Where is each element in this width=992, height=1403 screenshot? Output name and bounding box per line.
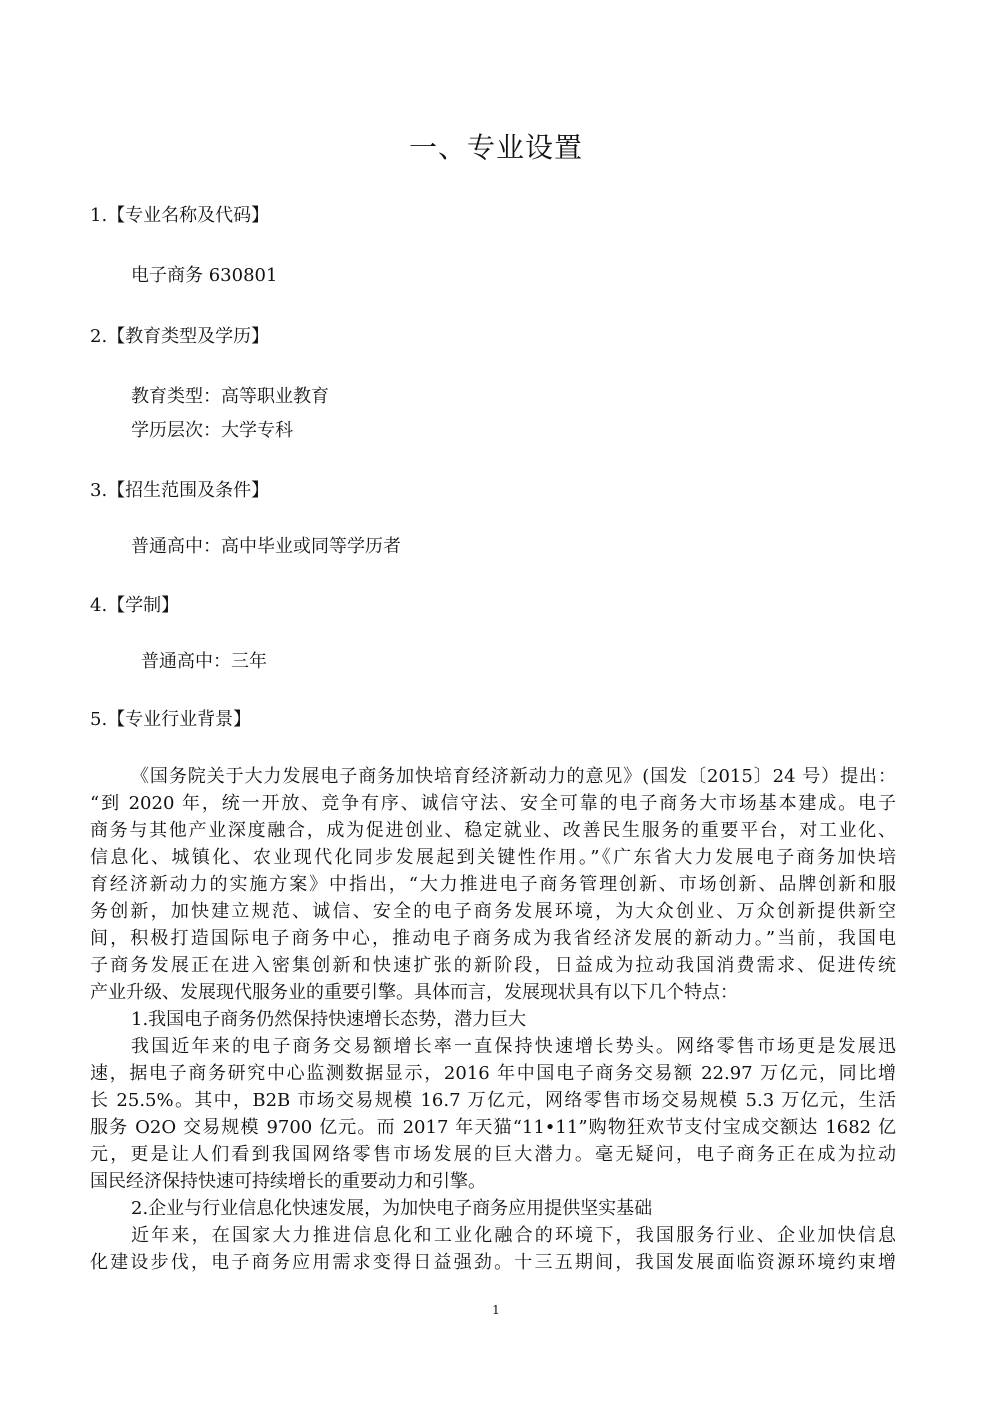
section-heading-major-code: 1.【专业名称及代码】 xyxy=(90,205,270,226)
study-duration: 普通高中：三年 xyxy=(141,651,267,672)
section-heading-enrollment: 3.【招生范围及条件】 xyxy=(90,480,270,501)
page-title: 一、专业设置 xyxy=(408,131,583,164)
point-1-paragraph-line: 我国近年来的电子商务交易额增长率一直保持快速增长势头。网络零售市场更是发展迅 xyxy=(131,1036,896,1057)
background-paragraph-line: 信息化、城镇化、农业现代化同步发展起到关键性作用。”《广东省大力发展电子商务加快培 xyxy=(90,847,896,868)
section-heading-education-type: 2.【教育类型及学历】 xyxy=(90,326,270,347)
background-paragraph-line: 《国务院关于大力发展电子商务加快培育经济新动力的意见》(国发〔2015〕24 号）提出： xyxy=(131,766,896,787)
education-level: 学历层次：大学专科 xyxy=(131,420,293,441)
background-paragraph-line: 产业升级、发展现代服务业的重要引擎。具体而言，发展现状具有以下几个特点： xyxy=(90,982,738,1003)
background-paragraph-line: 商务与其他产业深度融合，成为促进创业、稳定就业、改善民生服务的重要平台，对工业化、 xyxy=(90,820,896,841)
point-1-paragraph-line: 元，更是让人们看到我国网络零售市场发展的巨大潜力。毫无疑问，电子商务正在成为拉动 xyxy=(90,1144,896,1165)
background-paragraph-line: 务创新，加快建立规范、诚信、安全的电子商务发展环境，为大众创业、万众创新提供新空 xyxy=(90,901,896,922)
point-1-title: 1.我国电子商务仍然保持快速增长态势，潜力巨大 xyxy=(131,1009,527,1030)
enrollment-condition: 普通高中：高中毕业或同等学历者 xyxy=(131,536,401,557)
background-paragraph-line: 间，积极打造国际电子商务中心，推动电子商务成为我省经济发展的新动力。”当前，我国电 xyxy=(90,928,896,949)
background-paragraph-line: “到 2020 年，统一开放、竞争有序、诚信守法、安全可靠的电子商务大市场基本建成。电子 xyxy=(90,793,896,814)
point-2-paragraph-line: 近年来，在国家大力推进信息化和工业化融合的环境下，我国服务行业、企业加快信息 xyxy=(131,1225,896,1246)
point-2-title: 2.企业与行业信息化快速发展，为加快电子商务应用提供坚实基础 xyxy=(131,1198,653,1219)
point-1-paragraph-line: 服务 O2O 交易规模 9700 亿元。而 2017 年天猫“11•11”购物狂欢节支付宝成交额达 1682 亿 xyxy=(90,1117,896,1138)
point-2-paragraph-line: 化建设步伐，电子商务应用需求变得日益强劲。十三五期间，我国发展面临资源环境约束增 xyxy=(90,1252,896,1273)
education-type: 教育类型：高等职业教育 xyxy=(131,386,329,407)
page-number: 1 xyxy=(492,1303,500,1317)
point-1-paragraph-line: 长 25.5%。其中，B2B 市场交易规模 16.7 万亿元，网络零售市场交易规模 5.3 万亿元，生活 xyxy=(90,1090,896,1111)
background-paragraph-line: 子商务发展正在进入密集创新和快速扩张的新阶段，日益成为拉动我国消费需求、促进传统 xyxy=(90,955,896,976)
background-paragraph-line: 育经济新动力的实施方案》中指出，“大力推进电子商务管理创新、市场创新、品牌创新和服 xyxy=(90,874,896,895)
section-heading-industry-background: 5.【专业行业背景】 xyxy=(90,709,252,730)
point-1-paragraph-line: 国民经济保持快速可持续增长的重要动力和引擎。 xyxy=(90,1171,486,1192)
point-1-paragraph-line: 速，据电子商务研究中心监测数据显示，2016 年中国电子商务交易额 22.97 万亿元，同比增 xyxy=(90,1063,896,1084)
major-name-code: 电子商务 630801 xyxy=(131,265,278,286)
section-heading-duration: 4.【学制】 xyxy=(90,595,180,616)
